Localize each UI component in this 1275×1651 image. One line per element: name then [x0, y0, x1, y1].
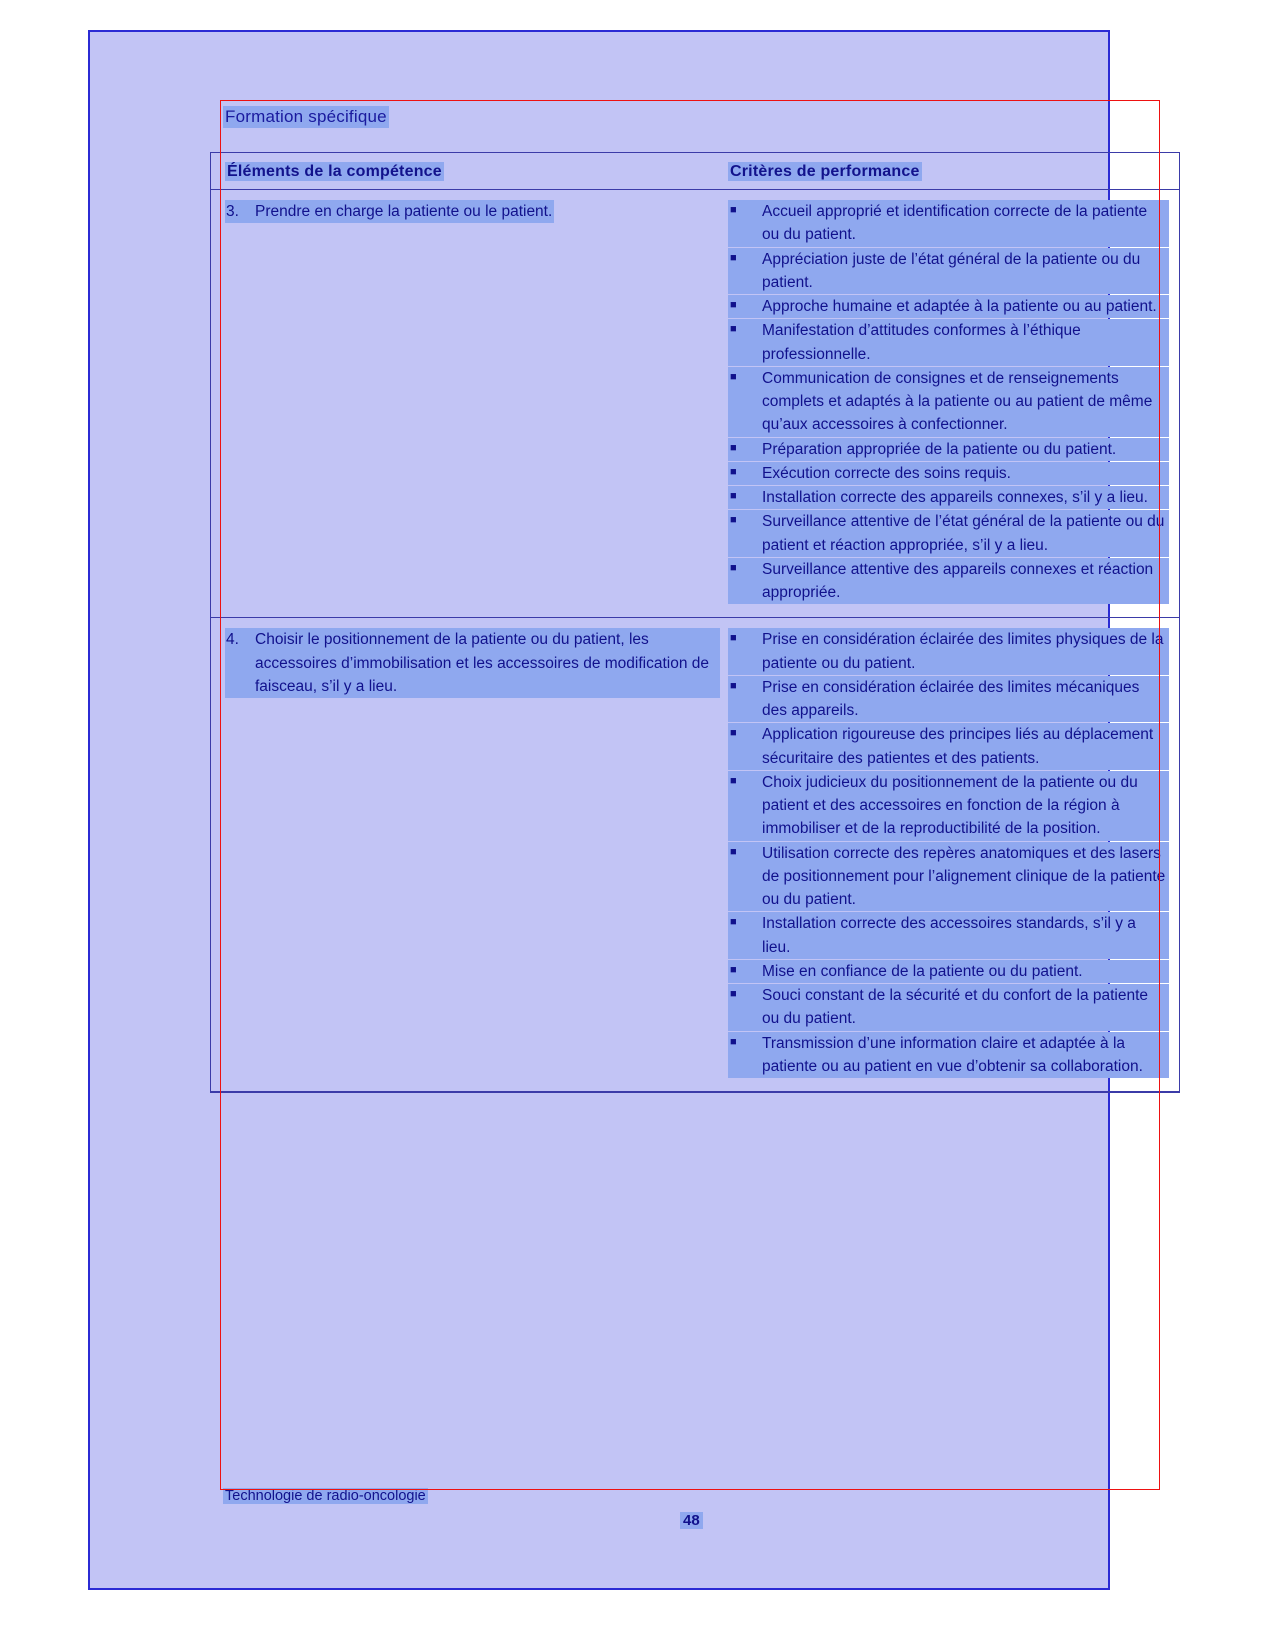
bullet-icon: ■ [728, 438, 760, 461]
bullet-icon: ■ [728, 628, 760, 675]
list-item [728, 295, 1169, 318]
bullet-icon: ■ [728, 200, 760, 247]
criteria-cell [728, 190, 1179, 618]
criteria-text: Transmission d’une information claire et adaptée à la patiente ou au patient en vue d’obtenir sa collaboration. [760, 1032, 1169, 1079]
element-cell [211, 190, 728, 618]
list-item [728, 200, 1169, 247]
bullet-icon: ■ [728, 319, 760, 366]
list-item [728, 842, 1169, 912]
list-item [728, 771, 1169, 841]
criteria-text: Accueil approprié et identification correcte de la patiente ou du patient. [760, 200, 1169, 247]
table-row [211, 190, 1179, 618]
document-page [88, 30, 1166, 1590]
criteria-text: Appréciation juste de l’état général de la patiente ou du patient. [760, 248, 1169, 295]
header-cell-criteria [728, 153, 1179, 190]
element-number: 4. [225, 628, 253, 698]
bullet-icon: ■ [728, 912, 760, 959]
list-item [728, 248, 1169, 295]
element-text: Prendre en charge la patiente ou le patient. [253, 200, 554, 223]
criteria-text: Souci constant de la sécurité et du confort de la patiente ou du patient. [760, 984, 1169, 1031]
element-text: Choisir le positionnement de la patiente ou du patient, les accessoires d’immobilisation et les accessoires de modification de faisceau, s’il y a lieu. [253, 628, 720, 698]
list-item [728, 628, 1169, 675]
column-header-elements: Éléments de la compétence [227, 163, 442, 180]
criteria-list [728, 628, 1169, 1078]
list-item [728, 723, 1169, 770]
criteria-text: Mise en confiance de la patiente ou du patient. [760, 960, 1169, 983]
criteria-text: Choix judicieux du positionnement de la patiente ou du patient et des accessoires en fonction de la région à immobiliser et de la reproductibilité de la position. [760, 771, 1169, 841]
bullet-icon: ■ [728, 462, 760, 485]
bullet-icon: ■ [728, 486, 760, 509]
list-item [728, 438, 1169, 461]
criteria-text: Préparation appropriée de la patiente ou du patient. [760, 438, 1169, 461]
criteria-text: Prise en considération éclairée des limites physiques de la patiente ou du patient. [760, 628, 1169, 675]
list-item [728, 912, 1169, 959]
table-header-row [211, 153, 1179, 190]
competency-table [210, 152, 1180, 1093]
criteria-cell [728, 618, 1179, 1092]
bullet-icon: ■ [728, 842, 760, 912]
criteria-text: Exécution correcte des soins requis. [760, 462, 1169, 485]
list-item [728, 558, 1169, 605]
criteria-text: Approche humaine et adaptée à la patiente ou au patient. [760, 295, 1169, 318]
column-header-criteria: Critères de performance [730, 163, 920, 180]
list-item [728, 984, 1169, 1031]
list-item [728, 510, 1169, 557]
criteria-text: Communication de consignes et de renseignements complets et adaptés à la patiente ou au patient de même qu’aux accessoires à confectionner. [760, 367, 1169, 437]
table-row [211, 618, 1179, 1092]
footer-program-name: Technologie de radio-oncologie [225, 1488, 426, 1504]
header-cell-elements [211, 153, 728, 190]
criteria-text: Application rigoureuse des principes liés au déplacement sécuritaire des patientes et des patients. [760, 723, 1169, 770]
element-item [225, 200, 720, 223]
element-item [225, 628, 720, 698]
criteria-list [728, 200, 1169, 604]
criteria-text: Manifestation d’attitudes conformes à l’éthique professionnelle. [760, 319, 1169, 366]
bullet-icon: ■ [728, 1032, 760, 1079]
bullet-icon: ■ [728, 771, 760, 841]
criteria-text: Prise en considération éclairée des limites mécaniques des appareils. [760, 676, 1169, 723]
list-item [728, 486, 1169, 509]
list-item [728, 1032, 1169, 1079]
criteria-text: Surveillance attentive des appareils connexes et réaction appropriée. [760, 558, 1169, 605]
bullet-icon: ■ [728, 960, 760, 983]
page-number: 48 [680, 1512, 703, 1529]
list-item [728, 960, 1169, 983]
bullet-icon: ■ [728, 248, 760, 295]
bullet-icon: ■ [728, 295, 760, 318]
list-item [728, 367, 1169, 437]
element-cell [211, 618, 728, 1092]
list-item [728, 462, 1169, 485]
criteria-text: Installation correcte des accessoires standards, s’il y a lieu. [760, 912, 1169, 959]
bullet-icon: ■ [728, 367, 760, 437]
bullet-icon: ■ [728, 984, 760, 1031]
criteria-text: Installation correcte des appareils connexes, s’il y a lieu. [760, 486, 1169, 509]
list-item [728, 676, 1169, 723]
bullet-icon: ■ [728, 676, 760, 723]
bullet-icon: ■ [728, 723, 760, 770]
criteria-text: Surveillance attentive de l’état général de la patiente ou du patient et réaction appropriée, s’il y a lieu. [760, 510, 1169, 557]
criteria-text: Utilisation correcte des repères anatomiques et des lasers de positionnement pour l’alignement clinique de la patiente ou du patient. [760, 842, 1169, 912]
bullet-icon: ■ [728, 558, 760, 605]
list-item [728, 319, 1169, 366]
bullet-icon: ■ [728, 510, 760, 557]
page-title: Formation spécifique [225, 107, 387, 126]
element-number: 3. [225, 200, 253, 223]
